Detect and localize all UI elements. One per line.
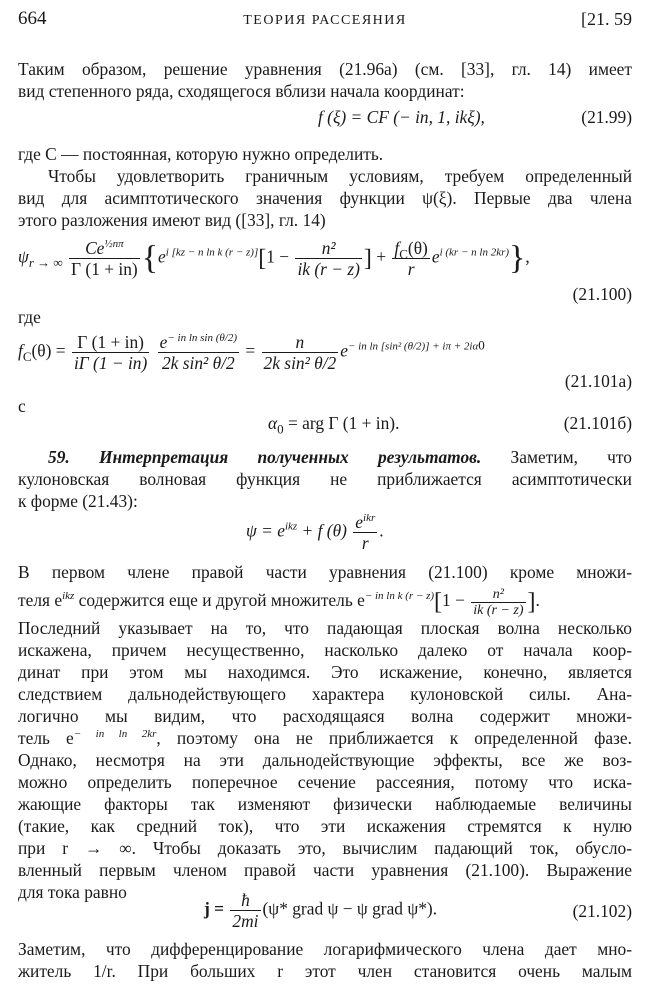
eq-term: r	[361, 533, 369, 553]
where-label: где	[18, 307, 41, 327]
eq-term: (ψ* grad ψ − ψ grad ψ*).	[262, 898, 438, 919]
eq-brace: {	[141, 239, 159, 277]
section-marker: [21. 59	[581, 9, 632, 29]
text-line: где C — постоянная, которую нужно определить.	[18, 144, 384, 164]
eq-term: f	[394, 238, 400, 258]
eq-term: = arg Γ (1 + in).	[288, 413, 400, 433]
fraction	[295, 238, 361, 279]
eq-exponent: − in ln k (r − z)	[364, 590, 435, 603]
text-line: Заметим, что дифференцирование логарифмического члена дает мно-	[18, 939, 632, 959]
eq-exponent: ½nπ	[104, 238, 124, 251]
running-header	[18, 8, 632, 34]
eq-exponent: − in ln [sin² (θ/2)] + iπ + 2iα	[347, 340, 479, 353]
text-run: , поэтому она не приближается к определенной фазе.	[156, 728, 632, 748]
eq-term: iΓ (1 − in)	[73, 353, 148, 373]
eq-exponent: − in ln 2kr	[73, 728, 157, 741]
eq-sub: 0	[478, 337, 485, 353]
text-line: В первом члене правой части уравнения (21.100) кроме множи-	[18, 562, 632, 582]
text-run: Заметим, что	[510, 447, 632, 467]
eq-term: r	[407, 259, 415, 279]
text-line: жающие факторы так изменяют физически наблюдаемые величины	[18, 794, 632, 814]
text-line: Чтобы удовлетворить граничным условиям, требуем определенный	[48, 166, 632, 186]
fraction	[230, 890, 260, 931]
equation-number: (21.99)	[581, 107, 632, 127]
fraction	[262, 332, 339, 373]
text-line: следствием дальнодействующего характера кулоновской силы. Ана-	[18, 684, 632, 704]
text-line: динат при этом мы находимся. Это искажение, конечно, является	[18, 662, 632, 682]
equation-body: f (ξ) = CF (− in, 1, ikξ),	[318, 107, 485, 127]
eq-sub: C	[399, 246, 408, 262]
eq-term: (θ)	[407, 238, 428, 258]
text-line: Последний указывает на то, что падающая плоская волна несколько	[18, 618, 632, 638]
eq-exponent: − in ln sin (θ/2)	[167, 332, 238, 345]
paragraph-final	[18, 938, 632, 982]
equation-body: $\psi = e^{ikz} + f$ (θ) $\frac{e^{ikr}}{r}$ .	[246, 512, 384, 553]
eq-term: Γ (1 + in)	[71, 259, 138, 279]
text-line: к форме (21.43):	[18, 491, 138, 511]
eq-term: 2mi	[232, 911, 259, 931]
text-line: кулоновская волновая функция не приближается асимптотически	[18, 469, 632, 489]
eq-sub: 0	[277, 421, 284, 437]
text-run: теля e	[18, 590, 63, 610]
fraction	[69, 238, 140, 279]
equation-body: $\psi_{r \to \infty}$ $\frac{Ce^{\frac{1}{2}n\pi}}{\Gamma (1 + in)}$ {$e^{i [kz - n ln k (r - z)]}[1$ − $\frac{\text{n²}}{ik (r - z)}$ ] + $\frac{f_C(\theta)}{r}$ $e^{i (kr - n ln 2kr)}$},	[18, 238, 530, 279]
equation-21-101a	[18, 330, 632, 390]
eq-term: Γ (1 + in)	[72, 332, 149, 353]
text-line-with-formula	[18, 727, 632, 749]
eq-exponent: ikz	[62, 590, 75, 603]
eq-term: f	[18, 340, 23, 361]
eq-exponent: ikr	[363, 512, 376, 525]
equation-21-102	[18, 888, 632, 932]
text-line-with-formula: теля $e^{ikz}$ содержится еще и другой множитель $e^{- in ln k (r - z)}[1$ − $\frac{\text{n²}}{ik (r - z)}$ ].	[18, 586, 540, 618]
equation-body	[268, 412, 400, 437]
text-line: житель 1/r. При больших r этот член становится очень малым	[18, 961, 632, 981]
text-run: содержится еще и другой множитель e	[78, 590, 365, 610]
equation-number: (21.102)	[572, 901, 632, 921]
eq-term: (θ) =	[31, 340, 66, 361]
text-line: вид степенного ряда, сходящегося вблизи начала координат:	[18, 81, 465, 101]
equation-number-21-101a: (21.101а)	[564, 371, 632, 391]
paragraph-intro	[18, 58, 632, 102]
equation-number-21-100: (21.100)	[572, 284, 632, 304]
eq-exponent: i [kz − n ln k (r − z)]	[165, 246, 259, 259]
fraction	[72, 332, 149, 373]
equation-body: $f_C(\theta)$ = $\frac{\Gamma (1 + in)}{i\Gamma (1 - in)}$ $\frac{e^{- in ln sin (\theta/2)}}{\text{2k sin² θ/2}}$ = $\frac{n}{\text{2k sin² θ/2}}$ $e^{- in ln [sin^2 (\theta/2)] + i\pi + 2i\alpha 0}$	[18, 332, 485, 373]
eq-term: j =	[204, 898, 225, 919]
section-59	[18, 446, 632, 512]
text-line: (такие, как средний ток), что эти искажения стремятся к нулю	[18, 816, 632, 836]
eq-exponent: ikz	[284, 520, 298, 533]
text-line: для тока равно	[18, 882, 127, 902]
eq-term: n²	[471, 587, 525, 603]
eq-term: ik (r − z)	[297, 259, 360, 279]
fraction	[392, 238, 429, 279]
eq-term: α	[268, 413, 278, 433]
text-line: можно определить поперечное сечение рассеяния, потому что иска-	[18, 772, 632, 792]
text-line: при r → ∞. Чтобы доказать это, вычислим падающий ток, обусло-	[18, 838, 632, 858]
eq-term: ψ = e	[246, 520, 285, 541]
text-run: тель e	[18, 728, 74, 748]
eq-term: ψ	[18, 246, 29, 267]
fraction: $\frac{e^{- in ln sin (\theta/2)}}{\text{2k sin² θ/2}}$	[159, 332, 238, 373]
eq-term: + f (θ)	[301, 520, 347, 541]
text-line: вид для асимптотического значения функции ψ(ξ). Первые два члена	[18, 188, 632, 208]
text-line: Однако, несмотря на эти дальнодействующие эффекты, все же воз-	[18, 750, 632, 770]
page-number: 664	[18, 8, 47, 29]
text-line: искажена, причем несущественно, насколько далеко от начала коор-	[18, 640, 632, 660]
eq-term: n	[262, 332, 339, 353]
equation-number: (21.101б)	[563, 413, 632, 433]
text-line: этого разложения имеют вид ([33], гл. 14)	[18, 210, 326, 230]
text-line: Таким образом, решение уравнения (21.96а) (см. [33], гл. 14) имеет	[18, 59, 632, 79]
eq-term: 2k sin² θ/2	[161, 353, 235, 373]
equation-body	[204, 890, 437, 931]
eq-term: ik (r − z)	[473, 602, 524, 618]
running-title: ТЕОРИЯ РАССЕЯНИЯ	[243, 13, 407, 28]
eq-exponent: i (kr − n ln 2kr)	[439, 246, 510, 259]
eq-limit: r → ∞	[28, 254, 63, 270]
fraction: $\frac{e^{ikr}}{r}$	[355, 512, 376, 553]
section-title: 59. Интерпретация полученных результатов.	[48, 447, 482, 467]
eq-sub: C	[22, 348, 32, 364]
text-line: вленный первым членом правой части уравнения (21.100). Выражение	[18, 860, 632, 880]
equation-asymptotic	[18, 510, 632, 554]
text-line: логично мы видим, что расходящаяся волна содержит множи-	[18, 706, 632, 726]
eq-term: ħ	[230, 890, 260, 911]
eq-term: Ce	[85, 238, 105, 258]
with-label: с	[18, 396, 26, 416]
paragraph-distortion	[18, 561, 632, 903]
eq-term: 2k sin² θ/2	[263, 353, 337, 373]
eq-term: n²	[295, 238, 361, 259]
equation-21-100	[18, 232, 632, 292]
paragraph-boundary	[18, 143, 632, 231]
fraction	[471, 587, 525, 618]
equation-21-99	[18, 106, 632, 146]
